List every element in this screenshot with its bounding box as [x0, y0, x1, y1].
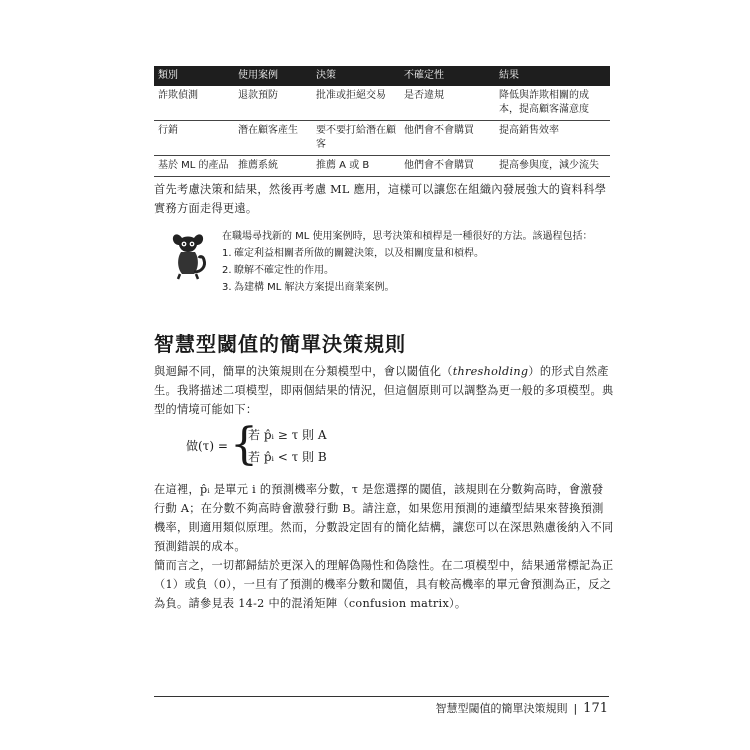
page-number: 171 [583, 701, 608, 716]
lemur-icon [168, 228, 208, 280]
table-cell: 他們會不會購買 [400, 156, 495, 177]
table-header-row [154, 66, 610, 86]
table-header-cell: 不確定性 [400, 66, 495, 86]
table-cell: 潛在顧客產生 [234, 121, 312, 156]
list-text: 瞭解不確定性的作用。 [234, 265, 334, 276]
tip-lead: 在職場尋找新的 ML 使用案例時，思考決策和槓桿是一種很好的方法。該過程包括： [222, 231, 593, 242]
brace-icon: { [230, 419, 258, 470]
body-paragraph-1 [154, 362, 614, 419]
table-row [154, 121, 610, 156]
table-cell: 提高銷售效率 [495, 121, 610, 156]
body-paragraph-3: 簡而言之，一切都歸結於更深入的理解偽陽性和偽陰性。在二項模型中，結果通常標記為正（1）或負（0），一旦有了預測的機率分數和閾值，具有較高機率的單元會預測為正，反之為負。請參見表 14-2 中的混淆矩陣（confusion matrix）。 [154, 559, 614, 610]
page-footer [435, 700, 608, 716]
table-cell: 降低與詐欺相關的成本，提高顧客滿意度 [495, 86, 610, 121]
paragraph-text: ）的形式自然產生。我將描述二項模型，即兩個結果的情況，但這個原則可以調整為更一般的多項模型。典型的情境可能如下： [154, 365, 614, 416]
table-cell: 批准或拒絕交易 [312, 86, 400, 121]
formula-lhs: 做(τ) = [186, 439, 228, 453]
table-header-cell: 決策 [312, 66, 400, 86]
section-heading: 智慧型閾值的簡單決策規則 [154, 332, 406, 356]
table-header-cell: 結果 [495, 66, 610, 86]
table-cell: 提高參與度，減少流失 [495, 156, 610, 177]
intro-paragraph: 首先考慮決策和結果，然後再考慮 ML 應用，這樣可以讓您在組織內發展強大的資料科學實務方面走得更遠。 [154, 183, 607, 215]
table-cell: 行銷 [154, 121, 234, 156]
table-row [154, 156, 610, 177]
table-cell: 基於 ML 的產品 [154, 156, 234, 177]
list-number: 3. [222, 282, 232, 293]
tip-box [222, 228, 612, 296]
table-row [154, 86, 610, 121]
footer-chapter-title: 智慧型閾值的簡單決策規則 [435, 702, 568, 715]
table-cell: 詐欺偵測 [154, 86, 234, 121]
tip-list [222, 245, 612, 296]
term-italic: thresholding [452, 365, 529, 378]
table-cell: 要不要打給潛在顧客 [312, 121, 400, 156]
body-paragraph-2: 在這裡，p̂ᵢ 是單元 i 的預測機率分數，τ 是您選擇的閾值，該規則在分數夠高時，會激發行動 A；在分數不夠高時會激發行動 B。請注意，如果您用預測的連續型結果來替換預測機率，則適用類似原理。然而，分數設定固有的簡化結構，讓您可以在深思熟慮後納入不同預測錯誤的成本。 [154, 483, 614, 553]
formula-case-2: 若 p̂ᵢ < τ 則 B [248, 450, 327, 464]
list-item [222, 245, 612, 262]
list-item [222, 279, 612, 296]
decision-table [154, 66, 610, 177]
table-header-cell: 類別 [154, 66, 234, 86]
list-text: 為建構 ML 解決方案提出商業案例。 [234, 282, 395, 293]
table-cell: 他們會不會購買 [400, 121, 495, 156]
table-cell: 推薦系統 [234, 156, 312, 177]
list-item [222, 262, 612, 279]
list-text: 確定利益相關者所做的關鍵決策，以及相關度量和槓桿。 [234, 248, 484, 259]
table-header-cell: 使用案例 [234, 66, 312, 86]
formula-case-1: 若 p̂ᵢ ≥ τ 則 A [248, 428, 327, 442]
paragraph-text: 與迴歸不同，簡單的決策規則在分類模型中，會以閾值化（ [154, 365, 453, 378]
list-number: 2. [222, 265, 232, 276]
list-number: 1. [222, 248, 232, 259]
table-cell: 推薦 A 或 B [312, 156, 400, 177]
footer-separator: | [573, 702, 578, 715]
table-cell: 退款預防 [234, 86, 312, 121]
table-cell: 是否違規 [400, 86, 495, 121]
footer-divider [154, 696, 609, 697]
